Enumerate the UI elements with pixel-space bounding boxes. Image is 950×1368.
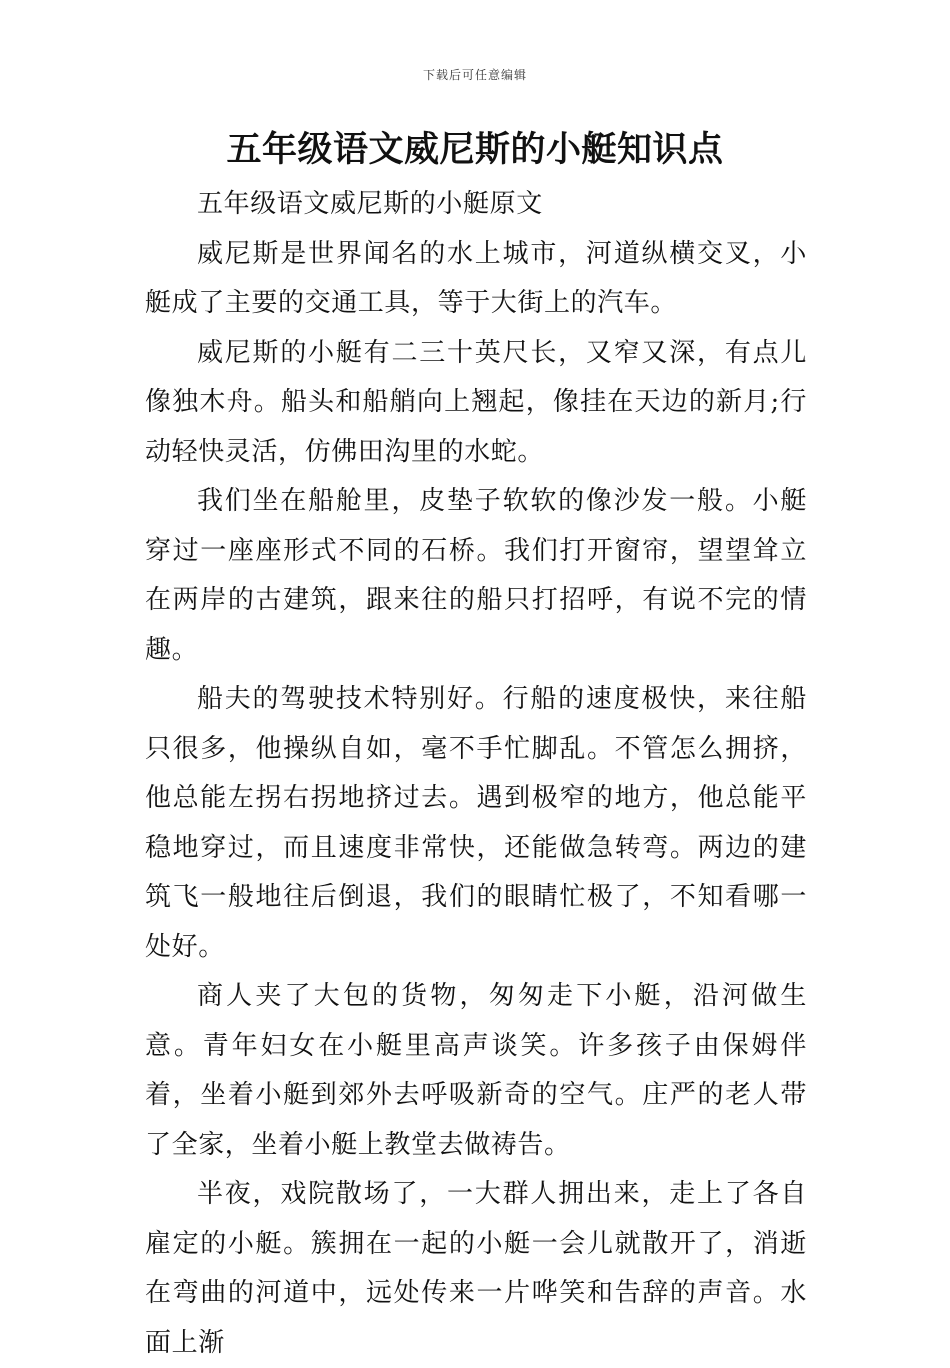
paragraph: 半夜，戏院散场了，一大群人拥出来，走上了各自雇定的小艇。簇拥在一起的小艇一会儿就散开了，消逝在弯曲的河道中，远处传来一片哗笑和告辞的声音。水面上渐: [145, 1179, 807, 1358]
paragraph: 船夫的驾驶技术特别好。行船的速度极快，来往船只很多，他操纵自如，毫不手忙脚乱。不管怎么拥挤，他总能左拐右拐地挤过去。遇到极窄的地方，他总能平稳地穿过，而且速度非常快，还能做急转弯。两边的建筑飞一般地往后倒退，我们的眼睛忙极了，不知看哪一处好。: [145, 684, 807, 962]
paragraph: 威尼斯是世界闻名的水上城市，河道纵横交叉，小艇成了主要的交通工具，等于大街上的汽车。: [145, 238, 807, 318]
document-title: 五年级语文威尼斯的小艇知识点: [226, 130, 724, 170]
paragraph: 我们坐在船舱里，皮垫子软软的像沙发一般。小艇穿过一座座形式不同的石桥。我们打开窗帘，望望耸立在两岸的古建筑，跟来往的船只打招呼，有说不完的情趣。: [145, 486, 807, 665]
document-body: [145, 180, 807, 1368]
paragraph-subtitle: 五年级语文威尼斯的小艇原文: [197, 189, 543, 219]
header-note: 下载后可任意编辑: [422, 68, 527, 82]
paragraph: 商人夹了大包的货物，匆匆走下小艇，沿河做生意。青年妇女在小艇里高声谈笑。许多孩子由保姆伴着，坐着小艇到郊外去呼吸新奇的空气。庄严的老人带了全家，坐着小艇上教堂去做祷告。: [145, 981, 807, 1160]
paragraph: 威尼斯的小艇有二三十英尺长，又窄又深，有点儿像独木舟。船头和船艄向上翘起，像挂在天边的新月;行动轻快灵活，仿佛田沟里的水蛇。: [145, 337, 807, 467]
